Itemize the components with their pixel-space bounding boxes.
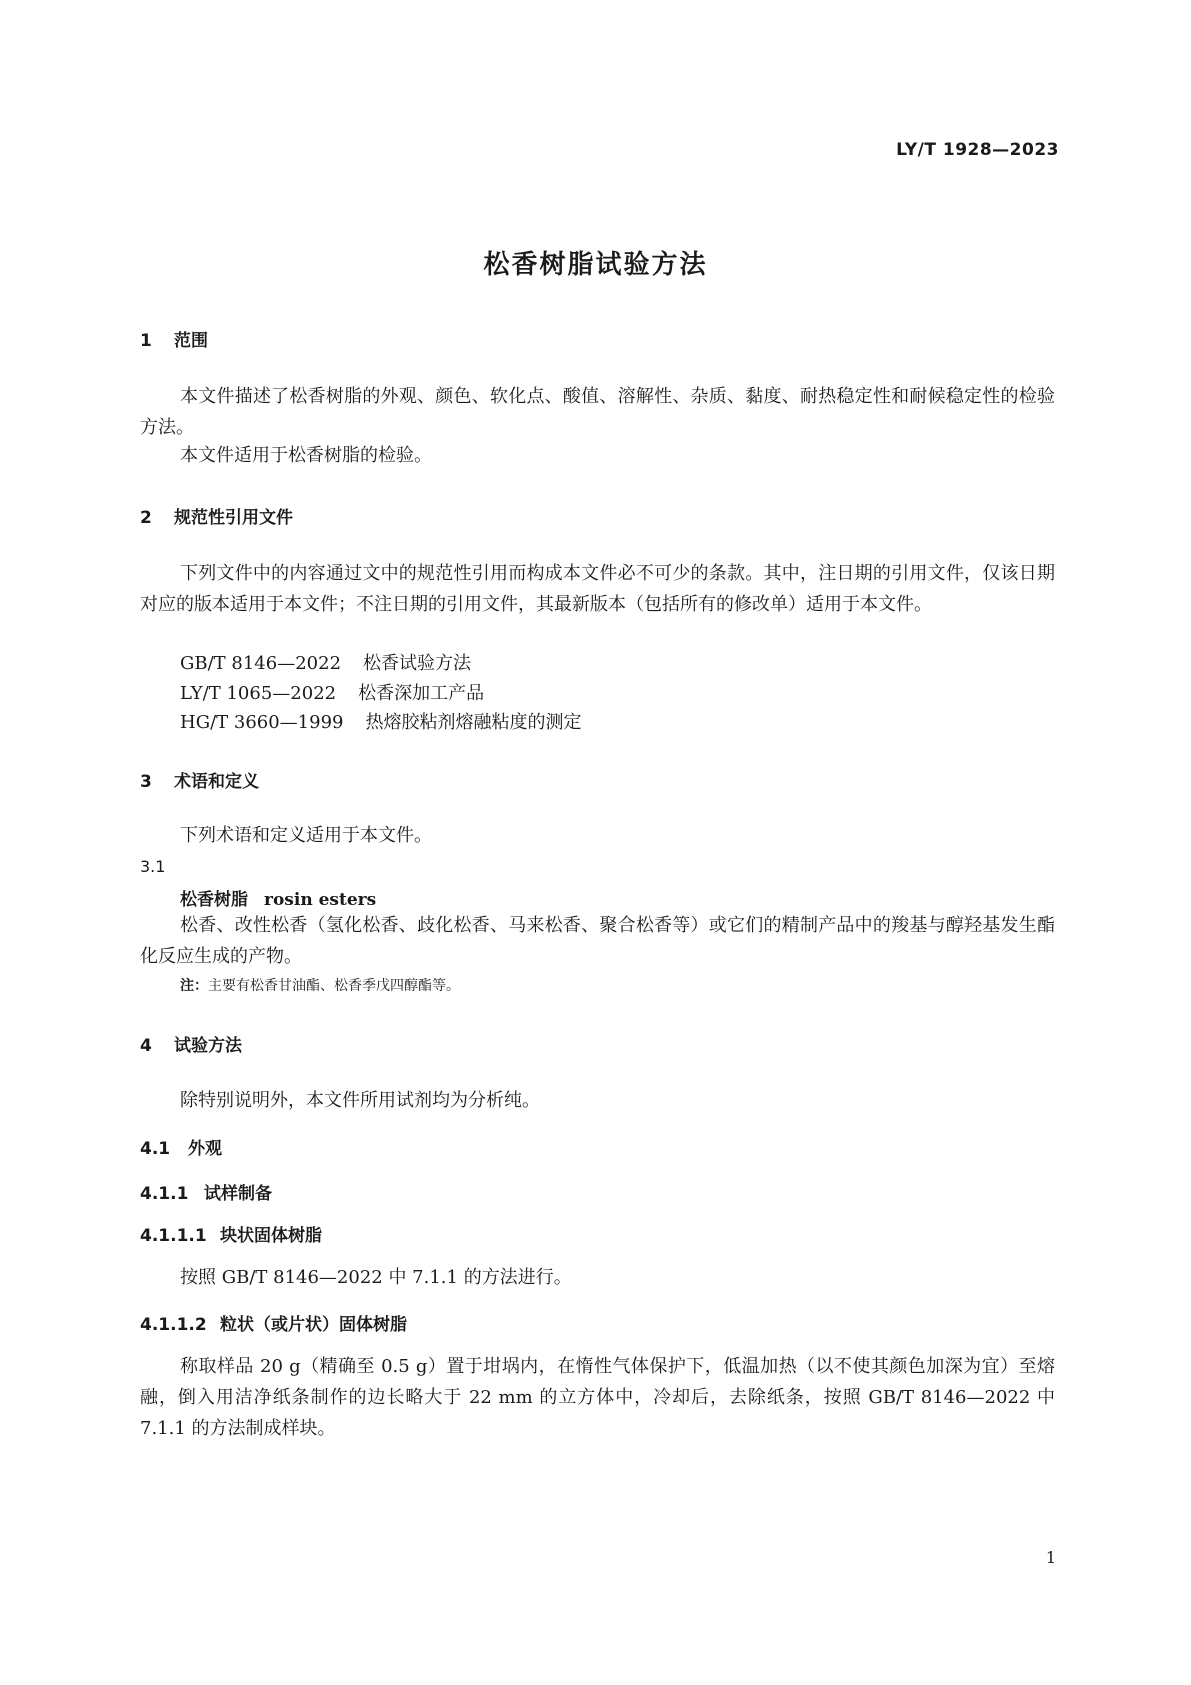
section-1-paragraph-2: 本文件适用于松香树脂的检验。: [180, 445, 432, 466]
reference-item: [180, 679, 484, 705]
reference-code: HG/T 3660—1999: [180, 712, 344, 733]
section-2-heading: [140, 503, 1055, 528]
section-4-paragraph-1: 除特别说明外，本文件所用试剂均为分析纯。: [180, 1090, 540, 1111]
subsection-4-1-1-1-paragraph: 按照 GB/T 8146—2022 中 7.1.1 的方法进行。: [180, 1267, 572, 1288]
term-number: 3.1: [140, 857, 166, 876]
subsection-4-1-heading: [140, 1134, 1055, 1159]
subsection-4-1-1-2-heading: [140, 1310, 1055, 1335]
document-title: 松香树脂试验方法: [483, 250, 708, 280]
section-title: 试验方法: [174, 1036, 242, 1056]
reference-code: GB/T 8146—2022: [180, 653, 342, 674]
section-title: 规范性引用文件: [174, 508, 293, 528]
subsection-number: 4.1.1.2: [140, 1315, 207, 1335]
section-1-heading: [140, 326, 1055, 351]
section-number: 1: [140, 331, 152, 351]
section-4-heading: [140, 1031, 1055, 1056]
reference-title: 松香深加工产品: [358, 683, 485, 704]
section-1-paragraph-1: 本文件描述了松香树脂的外观、颜色、软化点、酸值、溶解性、杂质、黏度、耐热稳定性和耐候稳定性的检验方法。: [140, 386, 1055, 438]
subsection-number: 4.1: [140, 1139, 171, 1159]
subsection-4-1-1-heading: [140, 1179, 1055, 1204]
subsection-number: 4.1.1.1: [140, 1226, 207, 1246]
term-definition: 松香、改性松香（氢化松香、歧化松香、马来松香、聚合松香等）或它们的精制产品中的羧基与醇羟基发生酯化反应生成的产物。: [140, 915, 1055, 967]
reference-title: 松香试验方法: [363, 653, 472, 674]
standard-code: LY/T 1928—2023: [896, 140, 1059, 160]
section-3-heading: [140, 767, 1055, 792]
subsection-title: 外观: [188, 1139, 222, 1159]
reference-code: LY/T 1065—2022: [180, 683, 337, 704]
term-english: rosin esters: [264, 890, 377, 910]
term-chinese: 松香树脂: [180, 890, 248, 910]
section-title: 术语和定义: [174, 772, 259, 792]
reference-item: [180, 649, 471, 675]
reference-title: 热熔胶粘剂熔融粘度的测定: [365, 712, 582, 733]
term-note: [180, 975, 460, 995]
subsection-number: 4.1.1: [140, 1184, 189, 1204]
note-label: 注：: [180, 978, 208, 994]
subsection-title: 试样制备: [204, 1184, 272, 1204]
subsection-4-1-1-2-paragraph: 称取样品 20 g（精确至 0.5 g）置于坩埚内，在惰性气体保护下，低温加热（以不使其颜色加深为宜）至熔融，倒入用洁净纸条制作的边长略大于 22 mm 的立方体中，冷却后，去除纸条，按照 GB/T 8146—2022 中 7.1.1 的方法制成样块。: [140, 1356, 1055, 1439]
subsection-title: 粒状（或片状）固体树脂: [220, 1315, 407, 1335]
section-number: 4: [140, 1036, 152, 1056]
subsection-title: 块状固体树脂: [220, 1226, 322, 1246]
note-text: 主要有松香甘油酯、松香季戊四醇酯等。: [208, 978, 460, 994]
term-heading: [180, 885, 376, 910]
page-number: 1: [1045, 1548, 1056, 1567]
subsection-4-1-1-1-heading: [140, 1221, 1055, 1246]
reference-item: [180, 708, 582, 734]
section-3-paragraph-1: 下列术语和定义适用于本文件。: [180, 825, 432, 846]
section-number: 2: [140, 508, 152, 528]
section-number: 3: [140, 772, 152, 792]
section-title: 范围: [174, 331, 208, 351]
section-2-paragraph-1: 下列文件中的内容通过文中的规范性引用而构成本文件必不可少的条款。其中，注日期的引用文件，仅该日期对应的版本适用于本文件；不注日期的引用文件，其最新版本（包括所有的修改单）适用于本文件。: [140, 563, 1055, 615]
